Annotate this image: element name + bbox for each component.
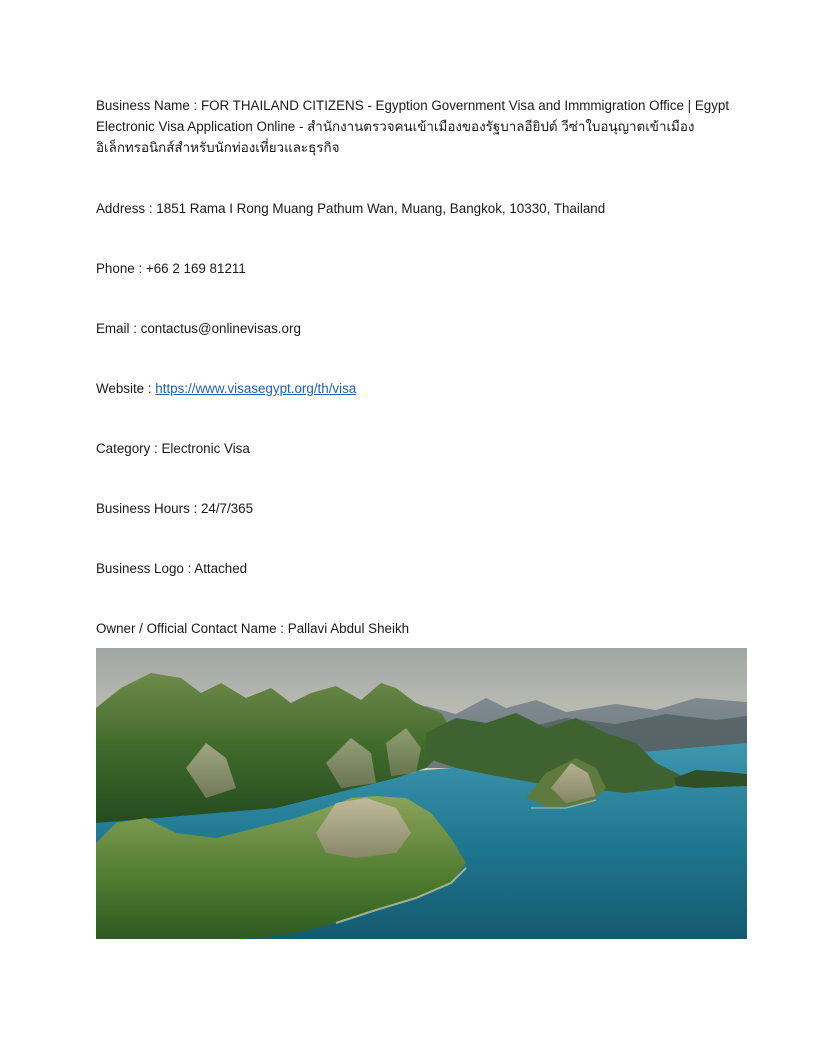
logo-label: Business Logo : [96,561,195,576]
address-label: Address : [96,201,157,216]
phone-line [96,258,736,279]
website-label: Website : [96,381,156,396]
business-name-value: FOR THAILAND CITIZENS - Egyption Government Visa and Immmigration Office | Egypt Electronic Visa Application Online - สำนักงานตรวจคนเข้าเมืองของรัฐบาลอียิปต์ วีซ่าใบอนุญาตเข้าเมืองอิเล็กทรอนิกส์สำหรับนักท่องเที่ยวและธุรกิจ [96,98,730,155]
hours-line [96,498,736,519]
category-value: Electronic Visa [161,441,250,456]
owner-value: Pallavi Abdul Sheikh [287,621,410,636]
logo-line [96,558,736,579]
email-label: Email : [96,321,141,336]
owner-line [96,618,736,639]
email-value: contactus@onlinevisas.org [140,321,301,336]
phone-value: +66 2 169 81211 [145,261,246,276]
owner-label: Owner / Official Contact Name : [96,621,288,636]
phone-label: Phone : [96,261,146,276]
landscape-photo [96,648,747,939]
category-line [96,438,736,459]
category-label: Category : [96,441,162,456]
business-name-line [96,95,736,158]
business-name-label: Business Name : [96,98,201,113]
website-line [96,378,736,399]
hours-label: Business Hours : [96,501,201,516]
email-line [96,318,736,339]
logo-value: Attached [194,561,248,576]
website-link[interactable]: https://www.visasegypt.org/th/visa [155,381,357,396]
hours-value: 24/7/365 [200,501,254,516]
address-line [96,198,736,219]
address-value: 1851 Rama I Rong Muang Pathum Wan, Muang, Bangkok, 10330, Thailand [156,201,606,216]
